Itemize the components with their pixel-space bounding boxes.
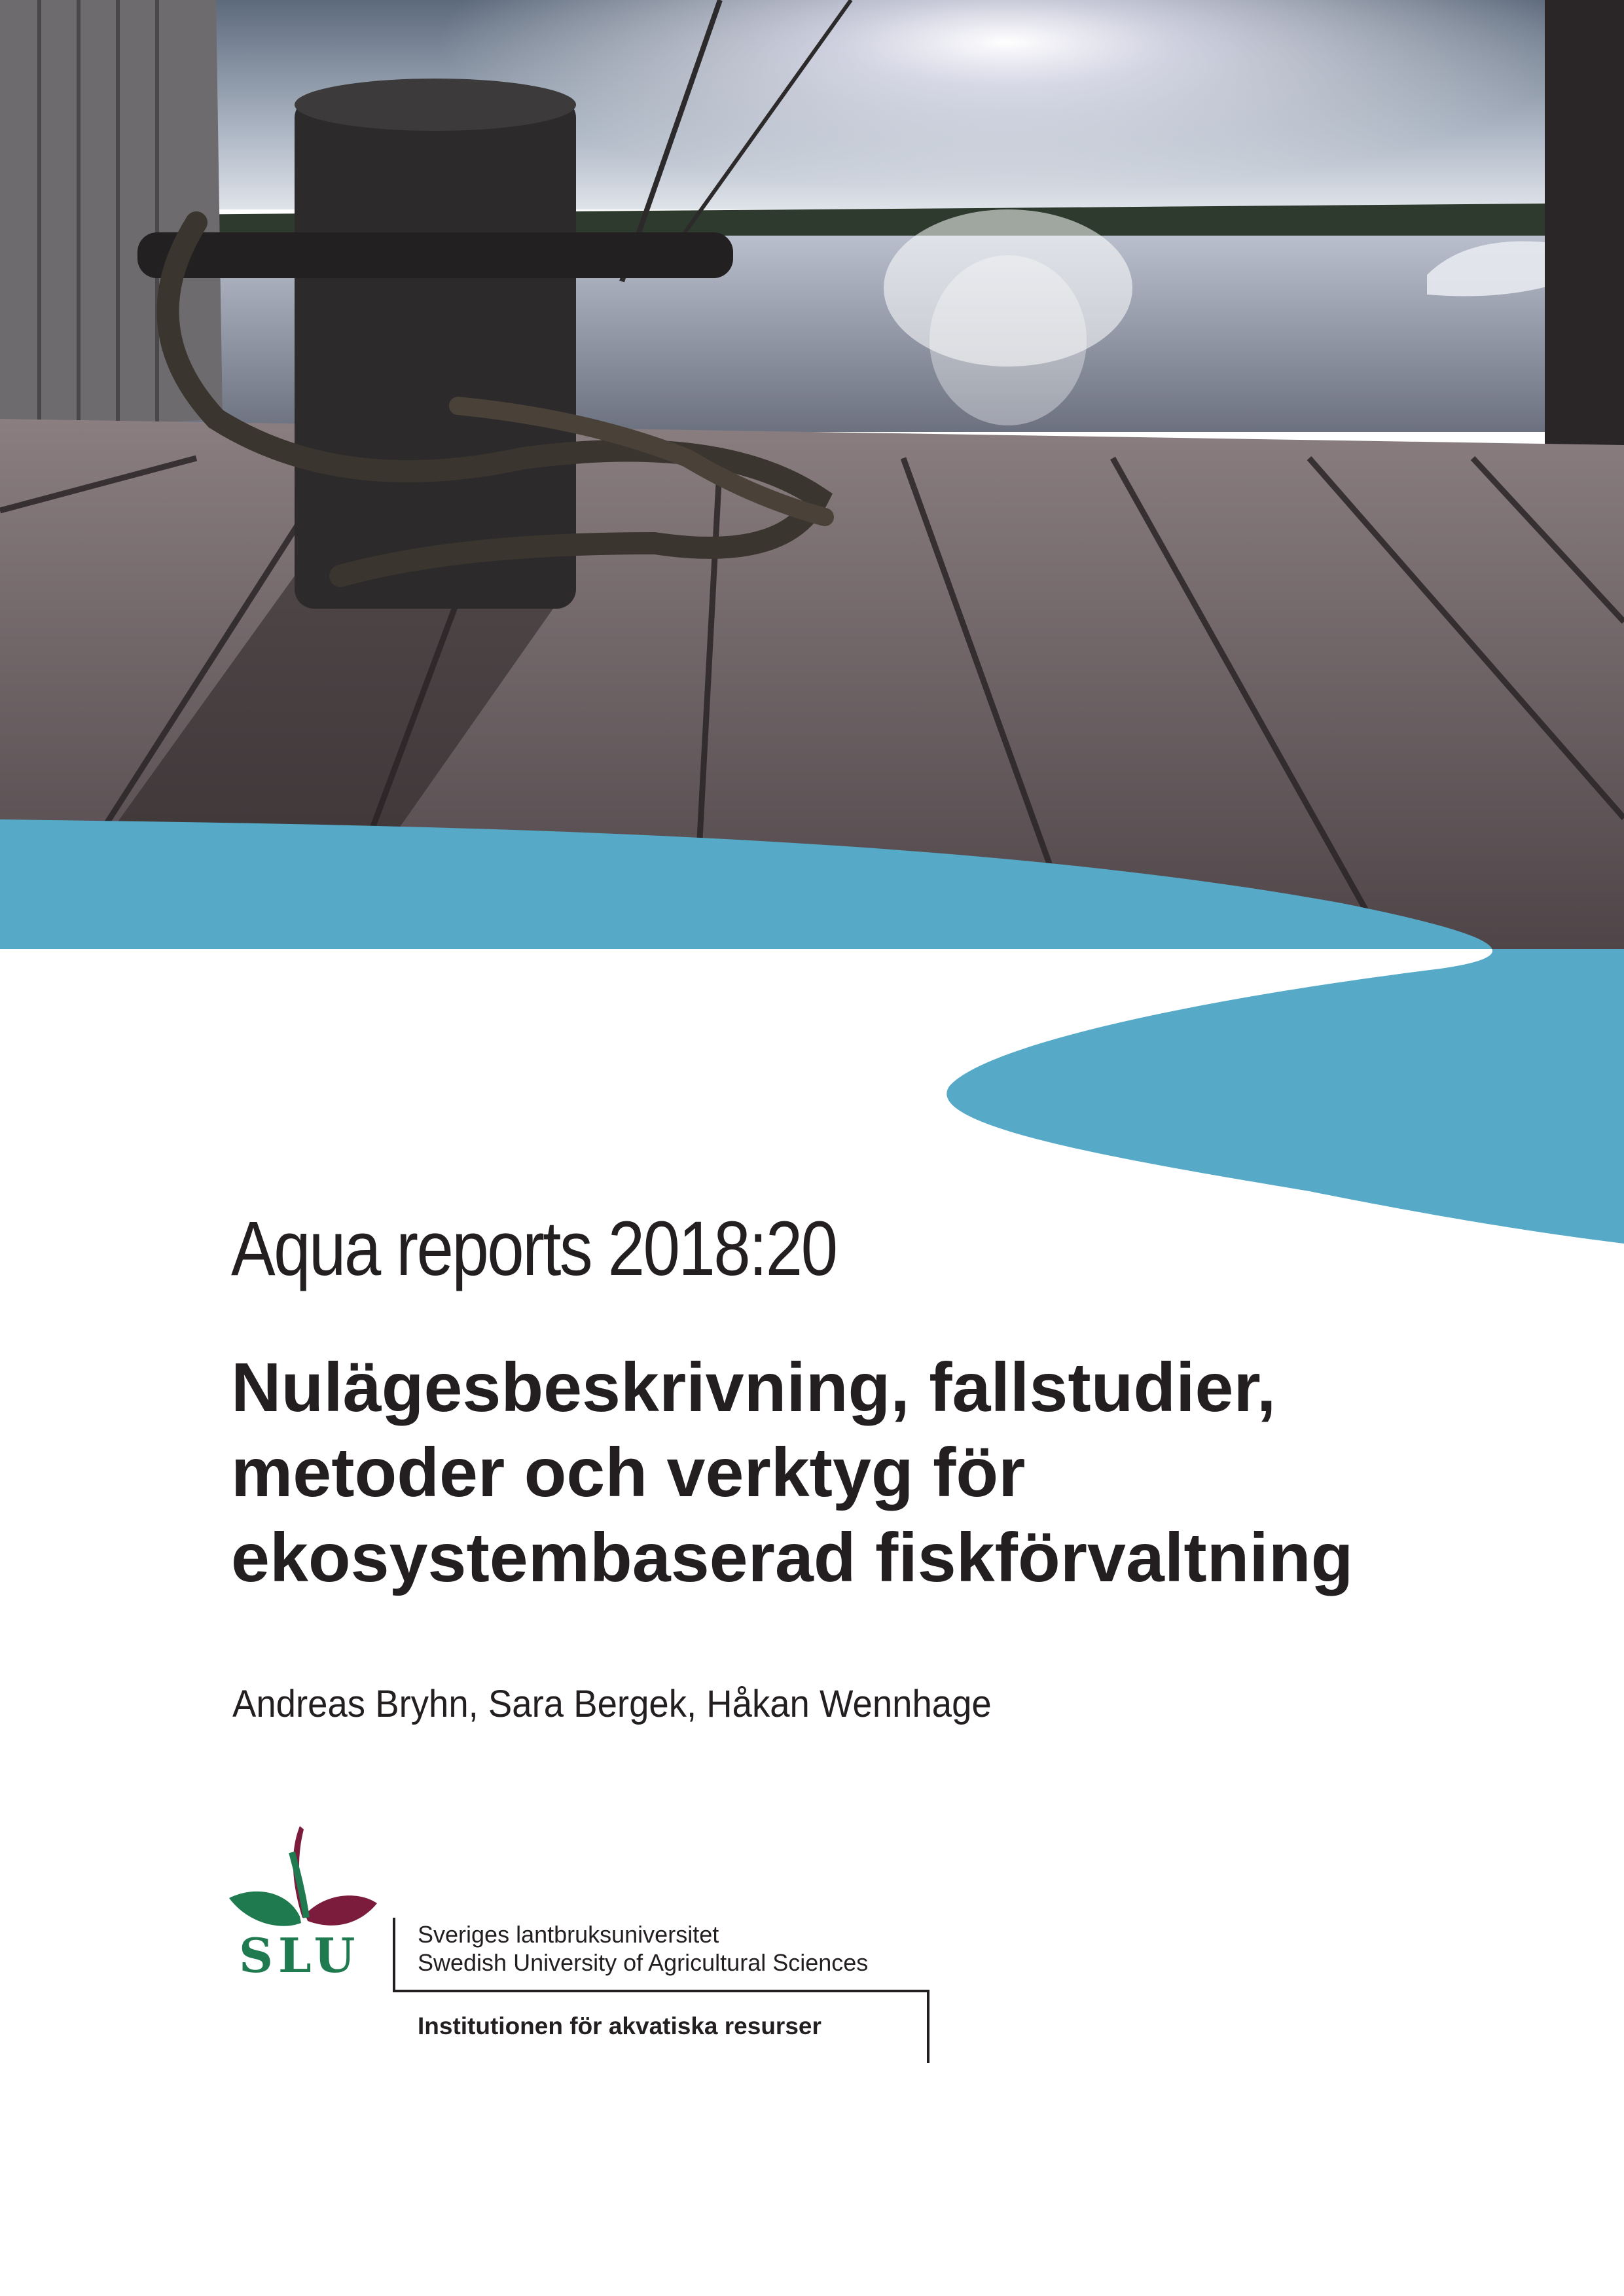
report-title-line: Nulägesbeskrivning, fallstudier,: [231, 1349, 1276, 1426]
slu-leaf-logo-icon: [229, 1826, 377, 1937]
divider-vertical: [393, 1918, 395, 1991]
report-series-number: Aqua reports 2018:20: [231, 1206, 837, 1292]
report-title: [231, 1345, 1353, 1600]
author-list: Andreas Bryhn, Sara Bergek, Håkan Wennhage: [232, 1683, 992, 1725]
divider-vertical: [927, 1990, 929, 2063]
slu-logo-text: SLU: [239, 1928, 361, 1983]
report-title-line: metoder och verktyg för: [231, 1434, 1026, 1511]
department-name: Institutionen för akvatiska resurser: [418, 2013, 821, 2039]
report-title-line: ekosystembaserad fiskförvaltning: [231, 1519, 1354, 1596]
university-name-swedish: Sveriges lantbruksuniversitet: [418, 1921, 719, 1948]
divider-horizontal: [393, 1990, 929, 1992]
university-name-english: Swedish University of Agricultural Sciences: [418, 1949, 869, 1976]
